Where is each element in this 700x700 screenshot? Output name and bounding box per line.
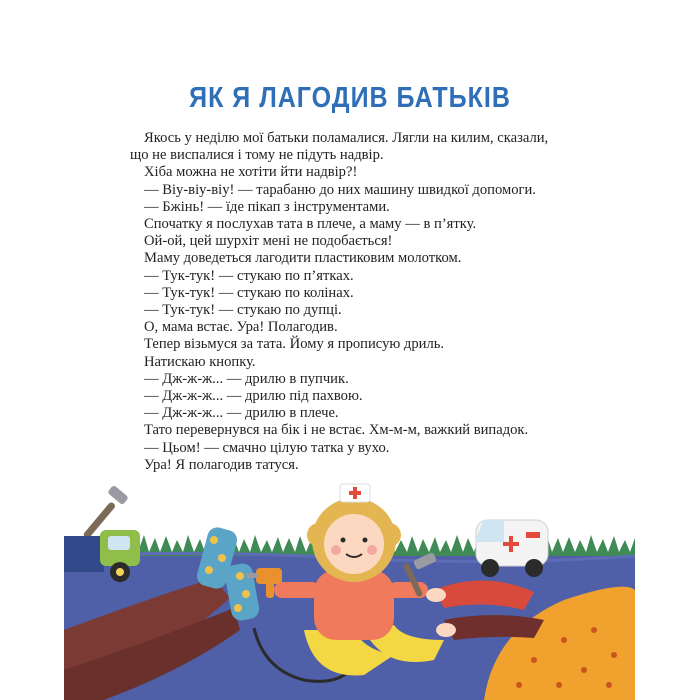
story-line: Якось у неділю мої батьки поламалися. Лягли на килим, сказали, xyxy=(144,130,549,146)
story-line: — Цьом! — смачно цілую татка у вухо. xyxy=(144,439,390,456)
story-line: Тепер візьмуся за тата. Йому я прописую дриль. xyxy=(144,336,445,353)
story-line: — Тук-тук! — стукаю по дупці. xyxy=(144,302,342,319)
illustration xyxy=(64,480,635,700)
page-title: ЯК Я ЛАГОДИВ БАТЬКІВ xyxy=(189,81,511,115)
story-line: — Бжінь! — їде пікап з інструментами. xyxy=(144,198,390,215)
story-line: Ой-ой, цей шурхіт мені не подобається! xyxy=(144,233,393,250)
story-line: Натискаю кнопку. xyxy=(144,353,256,370)
story-line: — Дж-ж-ж... — дрилю в пупчик. xyxy=(144,370,349,387)
story-line: Хіба можна не хотіти йти надвір?! xyxy=(144,164,358,181)
story-line: — Дж-ж-ж... — дрилю під пахвою. xyxy=(144,388,363,405)
story-line: Спочатку я послухав тата в плече, а маму — в п’ятку. xyxy=(144,216,477,233)
story-line: — Дж-ж-ж... — дрилю в плече. xyxy=(144,405,339,422)
story-line: — Тук-тук! — стукаю по колінах. xyxy=(144,284,354,301)
story-line: — Віу-віу-віу! — тарабаню до них машину швидкої допомоги. xyxy=(144,181,536,198)
story-line: Маму доведеться лагодити пластиковим молотком. xyxy=(144,250,462,267)
story-line: що не виспалися і тому не підуть надвір. xyxy=(130,147,384,164)
story-line: О, мама встає. Ура! Полагодив. xyxy=(144,319,338,336)
story-text xyxy=(130,130,570,474)
story-line: Ура! Я полагодив татуся. xyxy=(144,456,299,473)
story-line: — Тук-тук! — стукаю по п’ятках. xyxy=(144,267,354,284)
story-line: Тато перевернувся на бік і не встає. Хм-м-м, важкий випадок. xyxy=(144,422,529,439)
